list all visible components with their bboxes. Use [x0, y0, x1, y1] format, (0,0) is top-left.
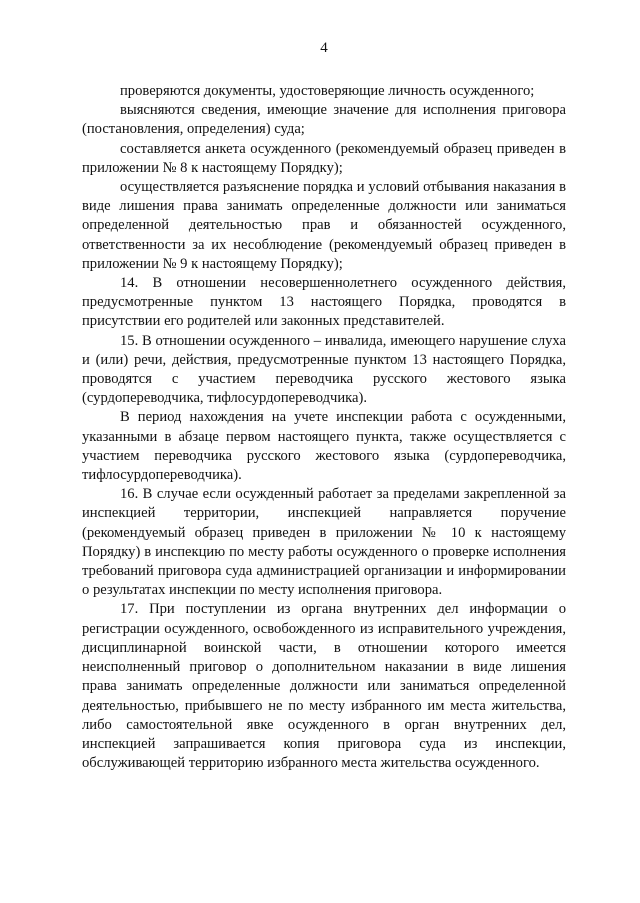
- paragraph-find-information: выясняются сведения, имеющие значение для исполнения приговора (постановления, определения) суда;: [82, 102, 566, 138]
- paragraph-item-16: 16. В случае если осужденный работает за пределами закрепленной за инспекцией территории, инспекцией направляется поручение (рекомендуемый образец приведен в приложении № 10 к настоящему Порядку) в инспекцию по месту работы осужденного о проверке исполнения требований приговора суда администрацией организации и информировании о результатах инспекции по месту исполнения приговора.: [82, 486, 566, 599]
- paragraph-item-15-registration: В период нахождения на учете инспекции работа с осужденными, указанными в абзаце первом настоящего пункта, также осуществляется с участием переводчика русского жестового языка (сурдопереводчика, тифлосурдопереводчика).: [82, 409, 566, 484]
- paragraph-item-17: 17. При поступлении из органа внутренних дел информации о регистрации осужденного, освобожденного из исправительного учреждения, дисциплинарной воинской части, в отношении которого имеется неисполненный приговор о дополнительном наказании в виде лишения права занимать определенные должности или заниматься определенной деятельностью, прибывшего не по месту избранного им места жительства, либо самостоятельной явке осужденного в орган внутренних дел, инспекцией запрашивается копия приговора суда из инспекции, обслуживающей территорию избранного места жительства осужденного.: [82, 601, 566, 772]
- paragraph-explanation: осуществляется разъяснение порядка и условий отбывания наказания в виде лишения права занимать определенные должности или заниматься определенной деятельностью прав и обязанностей осужденного, ответственности за их несоблюдение (рекомендуемый образец приведен в приложении № 9 к настоящему Порядку);: [82, 179, 566, 272]
- paragraph-item-15: 15. В отношении осужденного – инвалида, имеющего нарушение слуха и (или) речи, действия, предусмотренные пунктом 13 настоящего Порядка, проводятся с участием переводчика русского жестового языка (сурдопереводчика, тифлосурдопереводчика).: [82, 332, 566, 407]
- paragraph-item-14: 14. В отношении несовершеннолетнего осужденного действия, предусмотренные пунктом 13 настоящего Порядка, проводятся в присутствии его родителей или законных представителей.: [82, 275, 566, 330]
- paragraph-check-documents: проверяются документы, удостоверяющие личность осужденного;: [120, 83, 535, 99]
- paragraph-questionnaire: составляется анкета осужденного (рекомендуемый образец приведен в приложении № 8 к настоящему Порядку);: [82, 140, 566, 176]
- page-number: 4: [320, 40, 328, 56]
